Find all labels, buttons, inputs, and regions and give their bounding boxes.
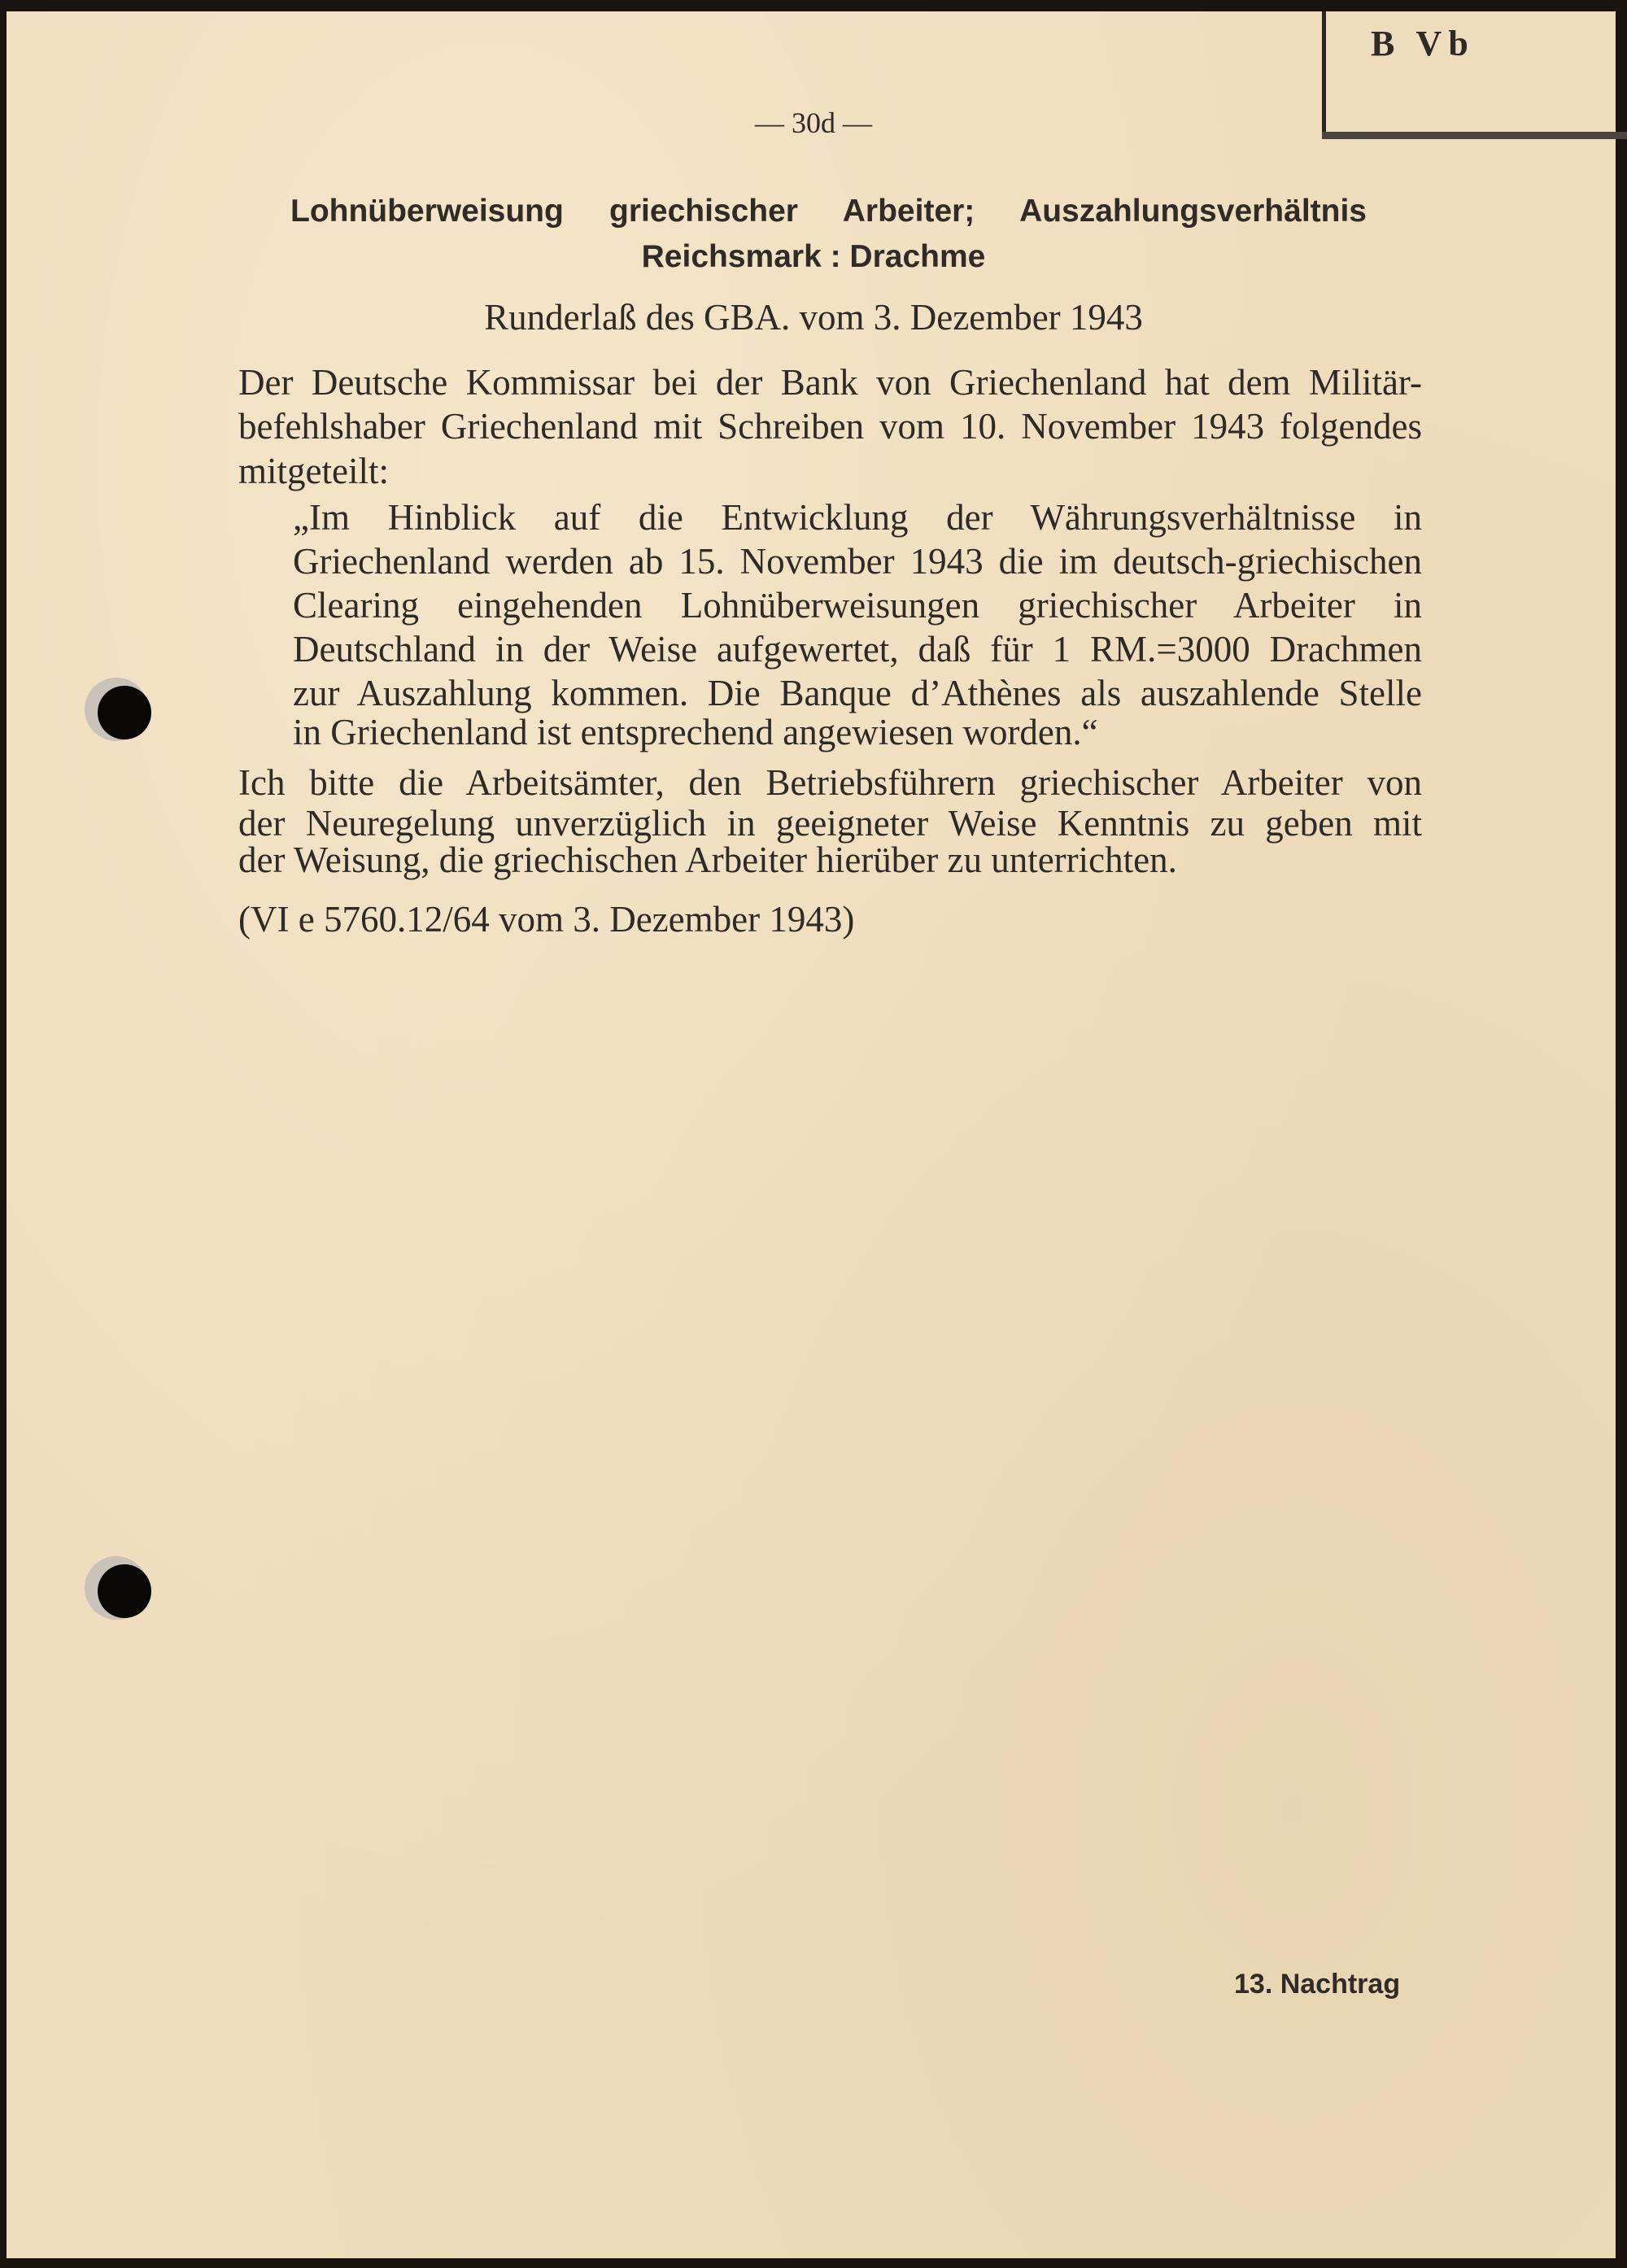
quote-line: Griechenland werden ab 15. November 1943 die im deutsch-griechischen (293, 541, 1422, 582)
page-number: — 30d — (755, 107, 872, 139)
document-page (7, 11, 1616, 2258)
paragraph-line: Ich bitte die Arbeitsämter, den Betriebsführern griechischer Arbeiter von (238, 762, 1422, 803)
paragraph-line: Der Deutsche Kommissar bei der Bank von Griechenland hat dem Militär- (238, 362, 1422, 403)
section-code: B Vb (1371, 24, 1475, 63)
paragraph-line: der Weisung, die griechischen Arbeiter hierüber zu unterrichten. (238, 840, 1177, 880)
quote-line: Clearing eingehenden Lohnüberweisungen griechischer Arbeiter in (293, 585, 1422, 626)
subtitle: Runderlaß des GBA. vom 3. Dezember 1943 (484, 297, 1143, 338)
paragraph-line: befehlshaber Griechenland mit Schreiben vom 10. November 1943 folgendes (238, 406, 1422, 447)
paragraph-line: der Neuregelung unverzüglich in geeigneter Weise Kenntnis zu geben mit (238, 803, 1422, 844)
quote-line: zur Auszahlung kommen. Die Banque d’Athènes als auszahlende Stelle (293, 673, 1422, 713)
reference: (VI e 5760.12/64 vom 3. Dezember 1943) (238, 899, 855, 940)
punch-hole (98, 1564, 151, 1618)
supplement-label: 13. Nachtrag (1234, 1969, 1401, 2000)
quote-line: Deutschland in der Weise aufgewertet, daß für 1 RM.=3000 Drachmen (293, 629, 1422, 669)
punch-hole (98, 686, 151, 739)
quote-line: in Griechenland ist entsprechend angewiesen worden.“ (293, 712, 1098, 752)
title-line-1: Lohnüberweisung griechischer Arbeiter; Auszahlungsverhältnis (290, 194, 1367, 229)
quote-line: „Im Hinblick auf die Entwicklung der Währungsverhältnisse in (293, 497, 1422, 538)
title-line-2: Reichsmark : Drachme (641, 239, 986, 274)
paragraph-line: mitgeteilt: (238, 451, 389, 491)
